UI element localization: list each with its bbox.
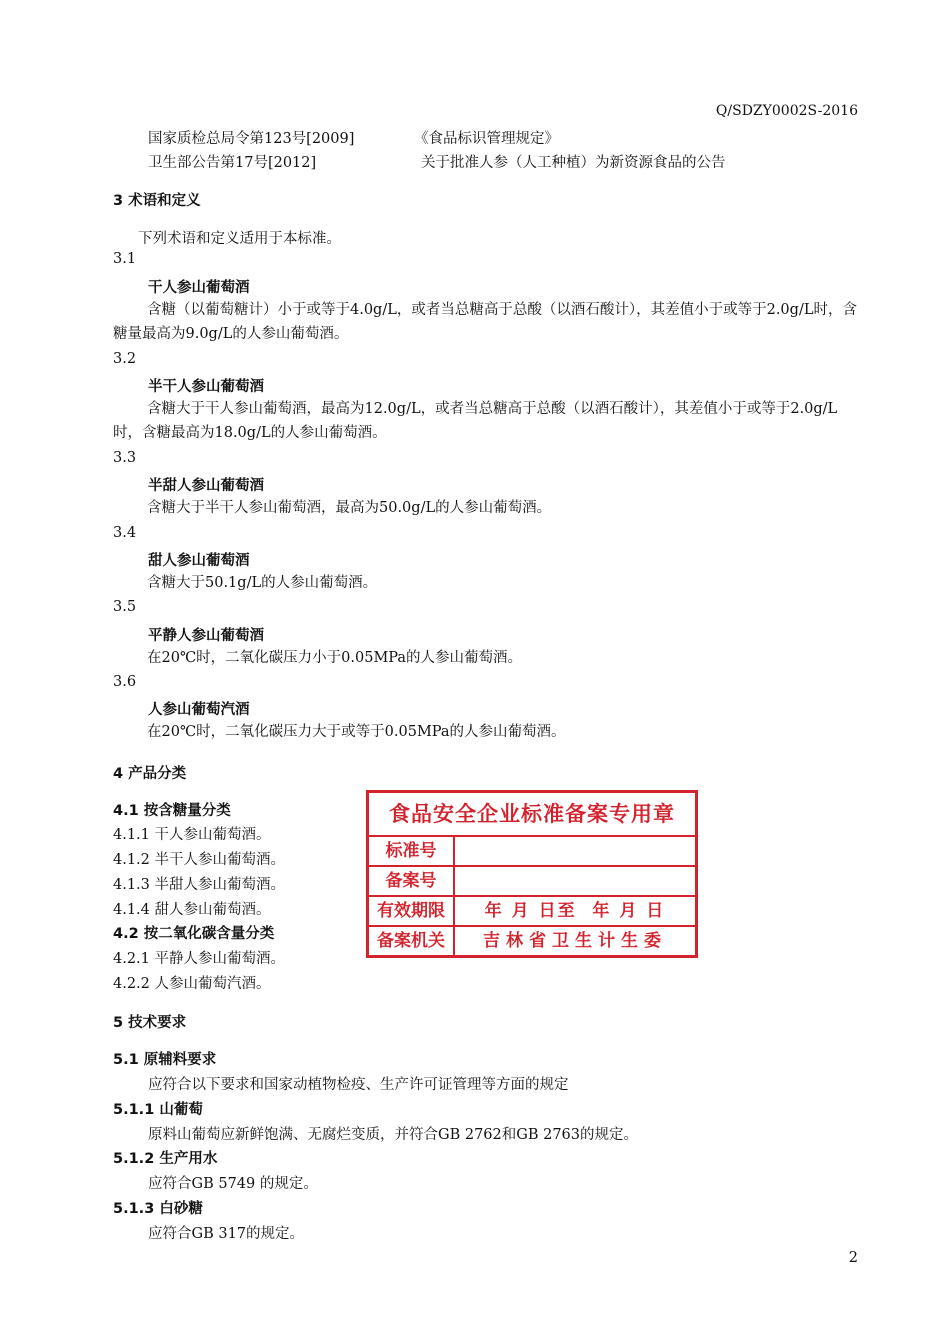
- term-definition: 含糖大于干人参山葡萄酒，最高为12.0g/L，或者当总糖高于总酸（以酒石酸计），其差值小于或等于2.0g/L时，含糖最高为18.0g/L的人参山葡萄酒。: [113, 401, 838, 441]
- subsection-heading: 5.1.2 生产用水: [113, 1151, 218, 1167]
- section-heading: 4 产品分类: [113, 766, 187, 782]
- term-name: 甜人参山葡萄酒: [148, 553, 250, 569]
- term-name: 干人参山葡萄酒: [148, 280, 250, 296]
- classification-item: 4.2.1 平静人参山葡萄酒。: [113, 951, 286, 967]
- term-definition: 含糖大于50.1g/L的人参山葡萄酒。: [147, 575, 378, 591]
- stamp-label: 备案机关: [369, 927, 455, 957]
- term-number: 3.2: [113, 351, 137, 367]
- stamp-value: [455, 867, 695, 897]
- stamp-row: [369, 865, 695, 897]
- term-name: 半干人参山葡萄酒: [148, 379, 264, 395]
- stamp-value: [455, 837, 695, 867]
- reference-title: 《食品标识管理规定》: [414, 131, 559, 147]
- reference-title: 关于批准人参（人工种植）为新资源食品的公告: [421, 155, 726, 171]
- section-heading: 5 技术要求: [113, 1015, 187, 1031]
- stamp-value: 吉林省卫生计生委: [483, 931, 667, 951]
- document-code: Q/SDZY0002S-2016: [715, 103, 858, 119]
- term-name: 半甜人参山葡萄酒: [148, 478, 264, 494]
- subsection-text: 原料山葡萄应新鲜饱满、无腐烂变质，并符合GB 2762和GB 2763的规定。: [148, 1127, 638, 1143]
- term-number: 3.5: [113, 599, 137, 615]
- subsection-text: 应符合GB 5749 的规定。: [148, 1176, 318, 1192]
- term-name: 人参山葡萄汽酒: [148, 702, 250, 718]
- term-name: 平静人参山葡萄酒: [148, 628, 264, 644]
- subsection-text: 应符合以下要求和国家动植物检疫、生产许可证管理等方面的规定: [148, 1077, 569, 1093]
- term-definition: 含糖大于半干人参山葡萄酒，最高为50.0g/L的人参山葡萄酒。: [147, 500, 552, 516]
- term-number: 3.6: [113, 674, 137, 690]
- classification-heading: 4.2 按二氧化碳含量分类: [113, 926, 275, 942]
- term-number: 3.1: [113, 251, 137, 267]
- term-definition: 含糖（以葡萄糖计）小于或等于4.0g/L，或者当总糖高于总酸（以酒石酸计），其差值小于或等于2.0g/L时，含糖量最高为9.0g/L的人参山葡萄酒。: [113, 302, 857, 342]
- stamp-label: 标准号: [369, 837, 455, 867]
- classification-heading: 4.1 按含糖量分类: [113, 803, 231, 819]
- subsection-heading: 5.1.3 白砂糖: [113, 1201, 203, 1217]
- classification-item: 4.1.1 干人参山葡萄酒。: [113, 827, 271, 843]
- stamp-title: 食品安全企业标准备案专用章: [389, 802, 675, 826]
- reference-code: 卫生部公告第17号[2012]: [148, 155, 317, 171]
- term-definition: 在20℃时，二氧化碳压力小于0.05MPa的人参山葡萄酒。: [147, 650, 523, 666]
- stamp-row: [369, 925, 695, 957]
- stamp-label: 有效期限: [369, 897, 455, 927]
- stamp-row: [369, 895, 695, 927]
- reference-code: 国家质检总局令第123号[2009]: [148, 131, 355, 147]
- section-intro: 下列术语和定义适用于本标准。: [138, 231, 341, 247]
- page-number: 2: [848, 1250, 858, 1266]
- subsection-text: 应符合GB 317的规定。: [148, 1226, 305, 1242]
- classification-item: 4.1.3 半甜人参山葡萄酒。: [113, 877, 286, 893]
- stamp-value: 年 月 日至 年 月 日: [484, 901, 666, 921]
- subsection-heading: 5.1.1 山葡萄: [113, 1102, 203, 1118]
- stamp-label: 备案号: [369, 867, 455, 897]
- term-number: 3.4: [113, 525, 137, 541]
- section-heading: 3 术语和定义: [113, 193, 201, 209]
- subsection-heading: 5.1 原辅料要求: [113, 1052, 217, 1068]
- term-definition: 在20℃时，二氧化碳压力大于或等于0.05MPa的人参山葡萄酒。: [147, 724, 566, 740]
- term-number: 3.3: [113, 450, 137, 466]
- classification-item: 4.2.2 人参山葡萄汽酒。: [113, 976, 271, 992]
- stamp-row: [369, 835, 695, 867]
- filing-stamp: [366, 790, 698, 958]
- classification-item: 4.1.4 甜人参山葡萄酒。: [113, 902, 271, 918]
- classification-item: 4.1.2 半干人参山葡萄酒。: [113, 852, 286, 868]
